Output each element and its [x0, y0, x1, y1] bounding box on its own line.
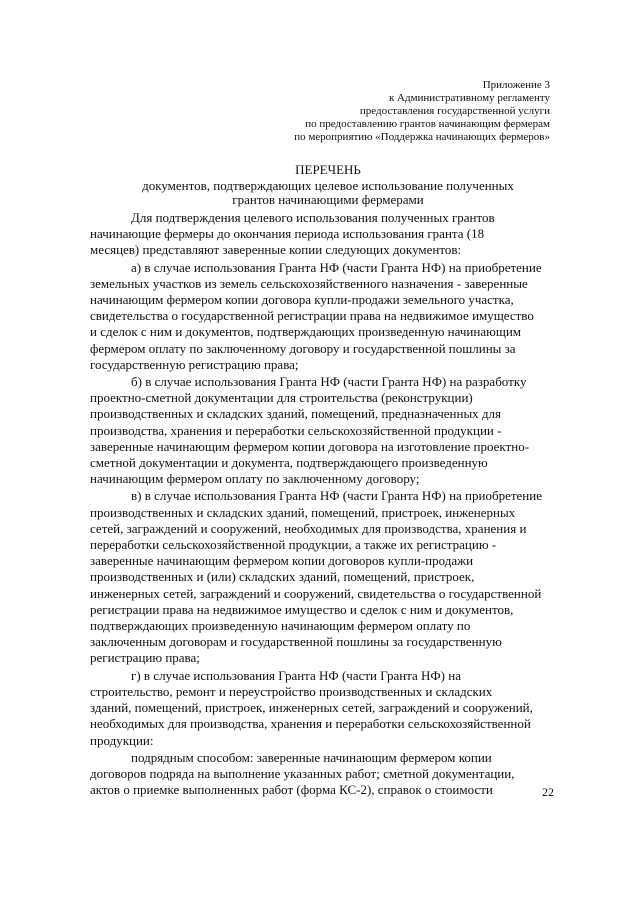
appendix-line: предоставления государственной услуги [359, 105, 550, 117]
title-heading: ПЕРЕЧЕНЬ [295, 162, 361, 177]
item-g-paragraph: г) в случае использования Гранта НФ (части Гранта НФ) на строительство, ремонт и переустройство производственных и складских зданий, помещений, пристроек, инженерных сетей, заграждений и сооружений, необходимых для производства, хранения и переработки сельскохозяйственной продукции: [90, 667, 533, 748]
item-a-paragraph: а) в случае использования Гранта НФ (части Гранта НФ) на приобретение земельных участков из земель сельскохозяйственного назначения - заверенные начинающим фермером копии договора купли-продажи земельного участка, свидетельства о государственной регистрации права на недвижимое имущество и сделок с ним и документов, подтверждающих произведенную начинающим фермером оплату по заключенному договору и государственной пошлины за государственную регистрацию права; [90, 259, 542, 372]
page-number: 22 [542, 785, 554, 799]
appendix-line: по предоставлению грантов начинающим фермерам [305, 118, 550, 130]
item-v-paragraph: в) в случае использования Гранта НФ (части Гранта НФ) на приобретение производственных и складских зданий, помещений, пристроек, инженерных сетей, заграждений и сооружений, необходимых для производства, хранения и переработки сельскохозяйственной продукции, а также их регистрацию - заверенные начинающим фермером копии договоров купли-продажи производственных и (или) складских зданий, помещений, пристроек, инженерных сетей, заграждений и сооружений, свидетельства о государственной регистрации права на недвижимое имущество и сделок с ним и документов, подтверждающих произведенную начинающим фермером оплату по заключенным договорам и государственной пошлины за государственную регистрацию права; [90, 488, 542, 666]
title-subtitle: документов, подтверждающих целевое использование полученных грантов начинающими фермерами [142, 178, 514, 207]
document-title [118, 163, 538, 207]
item-b-paragraph: б) в случае использования Гранта НФ (части Гранта НФ) на разработку проектно-сметной документации для строительства (реконструкции) производственных и складских зданий, помещений, предназначенных для производства, хранения и переработки сельскохозяйственной продукции - заверенные начинающим фермером копии договора на изготовление проектно- сметной документации и документа, подтверждающего произведенную начинающим фермером оплату по заключенному договору; [90, 374, 530, 487]
appendix-line: к Административному регламенту [388, 92, 550, 104]
appendix-line: Приложение 3 [482, 79, 550, 91]
contract-method-paragraph: подрядным способом: заверенные начинающим фермером копии договоров подряда на выполнение указанных работ; сметной документации, актов о приемке выполненных работ (форма КС-2), справок о стоимости [90, 749, 515, 798]
intro-paragraph: Для подтверждения целевого использования полученных грантов начинающие фермеры до окончания периода использования гранта (18 месяцев) представляют заверенные копии следующих документов: [90, 210, 495, 258]
appendix-header [130, 79, 550, 144]
document-body [90, 210, 552, 799]
appendix-line: по мероприятию «Поддержка начинающих фермеров» [294, 131, 550, 143]
